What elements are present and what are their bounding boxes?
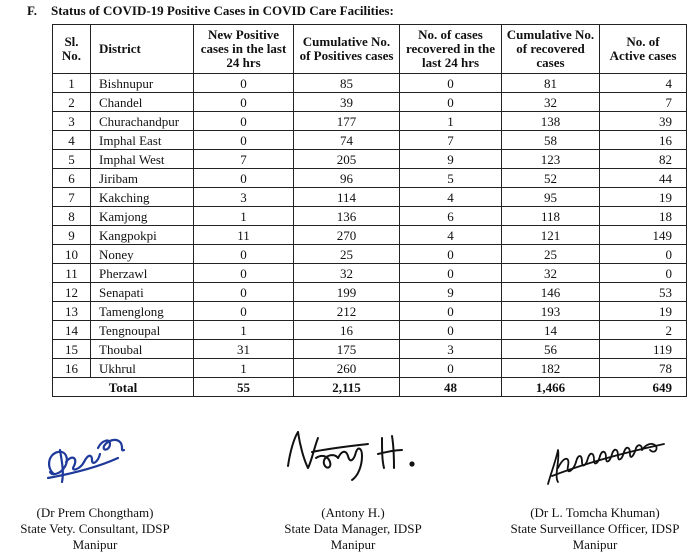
table-total-row: [53, 378, 687, 397]
signatory-block-prem-chongtham: [0, 505, 190, 553]
signature-prem-chongtham: [40, 428, 135, 486]
cell-active-cases: 82: [600, 150, 687, 169]
cell-new-positive: 0: [194, 264, 294, 283]
cell-active-cases: 19: [600, 188, 687, 207]
cell-cumulative-positive: 96: [294, 169, 400, 188]
cell-cumulative-positive: 74: [294, 131, 400, 150]
cell-district: Ukhrul: [91, 359, 194, 378]
cell-sl-no: 11: [53, 264, 91, 283]
cell-active-cases: 16: [600, 131, 687, 150]
table-row: [53, 226, 687, 245]
cell-cumulative-positive: 205: [294, 150, 400, 169]
cell-recovered-24hrs: 9: [400, 150, 502, 169]
signature-tomcha-khuman: [538, 436, 673, 492]
cell-cumulative-positive: 16: [294, 321, 400, 340]
table-row: [53, 188, 687, 207]
cell-active-cases: 53: [600, 283, 687, 302]
cell-new-positive: 0: [194, 283, 294, 302]
cell-new-positive: 0: [194, 169, 294, 188]
cell-district: Tamenglong: [91, 302, 194, 321]
section-letter: F.: [27, 3, 37, 18]
cell-cumulative-positive: 212: [294, 302, 400, 321]
cell-recovered-24hrs: 0: [400, 93, 502, 112]
cell-active-cases: 119: [600, 340, 687, 359]
cell-cumulative-recovered: 95: [502, 188, 600, 207]
cell-sl-no: 9: [53, 226, 91, 245]
cell-district: Imphal West: [91, 150, 194, 169]
table-row: [53, 302, 687, 321]
table-row: [53, 264, 687, 283]
signatory-place: Manipur: [572, 537, 618, 552]
signatory-name: (Dr Prem Chongtham): [36, 505, 154, 520]
cell-cumulative-positive: 136: [294, 207, 400, 226]
section-heading: [27, 3, 394, 19]
cell-cumulative-recovered: 193: [502, 302, 600, 321]
cell-district: Thoubal: [91, 340, 194, 359]
cell-district: Kakching: [91, 188, 194, 207]
table-row: [53, 207, 687, 226]
cell-cumulative-recovered: 138: [502, 112, 600, 131]
cell-recovered-24hrs: 3: [400, 340, 502, 359]
cell-district: Bishnupur: [91, 74, 194, 93]
cell-district: Senapati: [91, 283, 194, 302]
cell-district: Jiribam: [91, 169, 194, 188]
cell-recovered-24hrs: 5: [400, 169, 502, 188]
cell-new-positive: 0: [194, 112, 294, 131]
cell-new-positive: 3: [194, 188, 294, 207]
cell-district: Kangpokpi: [91, 226, 194, 245]
cell-district: Noney: [91, 245, 194, 264]
cell-cumulative-positive: 260: [294, 359, 400, 378]
signatory-place: Manipur: [330, 537, 376, 552]
table-row: [53, 150, 687, 169]
cell-active-cases: 0: [600, 245, 687, 264]
cell-new-positive: 1: [194, 207, 294, 226]
cell-cumulative-positive: 199: [294, 283, 400, 302]
cell-sl-no: 14: [53, 321, 91, 340]
cell-active-cases: 19: [600, 302, 687, 321]
cell-recovered-24hrs: 9: [400, 283, 502, 302]
total-label: Total: [53, 378, 194, 397]
cell-new-positive: 31: [194, 340, 294, 359]
table-row: [53, 112, 687, 131]
header-sl-no: Sl. No.: [53, 25, 91, 74]
table-row: [53, 340, 687, 359]
signatory-designation: State Surveillance Officer, IDSP: [510, 521, 680, 536]
cell-sl-no: 4: [53, 131, 91, 150]
header-district: District: [91, 25, 194, 74]
cell-new-positive: 1: [194, 359, 294, 378]
cell-recovered-24hrs: 4: [400, 226, 502, 245]
cell-active-cases: 78: [600, 359, 687, 378]
cell-recovered-24hrs: 6: [400, 207, 502, 226]
cell-recovered-24hrs: 0: [400, 74, 502, 93]
cell-district: Chandel: [91, 93, 194, 112]
cell-active-cases: 149: [600, 226, 687, 245]
cell-cumulative-recovered: 32: [502, 93, 600, 112]
table-row: [53, 283, 687, 302]
total-cumulative-recovered: 1,466: [502, 378, 600, 397]
table-header-row: [53, 25, 687, 74]
signatory-place: Manipur: [72, 537, 118, 552]
cell-new-positive: 1: [194, 321, 294, 340]
cell-district: Imphal East: [91, 131, 194, 150]
cell-active-cases: 2: [600, 321, 687, 340]
table-row: [53, 359, 687, 378]
header-new-positive: New Positive cases in the last 24 hrs: [194, 25, 294, 74]
cell-recovered-24hrs: 0: [400, 264, 502, 283]
cell-cumulative-recovered: 56: [502, 340, 600, 359]
cell-sl-no: 7: [53, 188, 91, 207]
cell-active-cases: 0: [600, 264, 687, 283]
signatory-block-tomcha-khuman: [492, 505, 698, 553]
signatory-name: (Antony H.): [321, 505, 385, 520]
cell-sl-no: 6: [53, 169, 91, 188]
cell-recovered-24hrs: 0: [400, 245, 502, 264]
header-cumulative-recovered: Cumulative No. of recovered cases: [502, 25, 600, 74]
cell-cumulative-recovered: 121: [502, 226, 600, 245]
cell-cumulative-positive: 32: [294, 264, 400, 283]
cell-sl-no: 3: [53, 112, 91, 131]
signature-antony-h: [282, 424, 442, 486]
cell-active-cases: 44: [600, 169, 687, 188]
header-cumulative-positive: Cumulative No. of Positives cases: [294, 25, 400, 74]
signatory-designation: State Vety. Consultant, IDSP: [20, 521, 170, 536]
cell-active-cases: 4: [600, 74, 687, 93]
cell-cumulative-positive: 25: [294, 245, 400, 264]
signatory-block-antony-h: [258, 505, 448, 553]
cell-new-positive: 0: [194, 74, 294, 93]
cell-active-cases: 7: [600, 93, 687, 112]
cell-cumulative-recovered: 58: [502, 131, 600, 150]
table-row: [53, 245, 687, 264]
cell-cumulative-recovered: 14: [502, 321, 600, 340]
cell-cumulative-positive: 175: [294, 340, 400, 359]
cell-new-positive: 0: [194, 245, 294, 264]
cell-sl-no: 5: [53, 150, 91, 169]
cell-recovered-24hrs: 0: [400, 302, 502, 321]
cell-cumulative-positive: 270: [294, 226, 400, 245]
cell-cumulative-recovered: 52: [502, 169, 600, 188]
table-row: [53, 93, 687, 112]
cell-recovered-24hrs: 7: [400, 131, 502, 150]
covid-status-table: [52, 24, 687, 397]
section-title-text: Status of COVID-19 Positive Cases in COVID Care Facilities:: [51, 3, 394, 18]
cell-recovered-24hrs: 0: [400, 359, 502, 378]
cell-cumulative-positive: 114: [294, 188, 400, 207]
header-active-cases: No. of Active cases: [600, 25, 687, 74]
cell-district: Pherzawl: [91, 264, 194, 283]
table-row: [53, 321, 687, 340]
cell-cumulative-positive: 85: [294, 74, 400, 93]
total-recovered-24hrs: 48: [400, 378, 502, 397]
cell-sl-no: 1: [53, 74, 91, 93]
cell-cumulative-recovered: 25: [502, 245, 600, 264]
cell-cumulative-recovered: 123: [502, 150, 600, 169]
cell-cumulative-positive: 39: [294, 93, 400, 112]
cell-recovered-24hrs: 1: [400, 112, 502, 131]
cell-new-positive: 0: [194, 131, 294, 150]
cell-sl-no: 8: [53, 207, 91, 226]
cell-cumulative-recovered: 146: [502, 283, 600, 302]
cell-cumulative-recovered: 118: [502, 207, 600, 226]
cell-cumulative-positive: 177: [294, 112, 400, 131]
table-body: [53, 74, 687, 378]
total-cumulative-positive: 2,115: [294, 378, 400, 397]
total-new-positive: 55: [194, 378, 294, 397]
header-recovered-24hrs: No. of cases recovered in the last 24 hrs: [400, 25, 502, 74]
cell-new-positive: 0: [194, 93, 294, 112]
cell-recovered-24hrs: 0: [400, 321, 502, 340]
table-row: [53, 131, 687, 150]
cell-active-cases: 39: [600, 112, 687, 131]
cell-district: Tengnoupal: [91, 321, 194, 340]
total-active-cases: 649: [600, 378, 687, 397]
cell-new-positive: 11: [194, 226, 294, 245]
cell-district: Churachandpur: [91, 112, 194, 131]
cell-cumulative-recovered: 182: [502, 359, 600, 378]
table-row: [53, 169, 687, 188]
cell-district: Kamjong: [91, 207, 194, 226]
table-row: [53, 74, 687, 93]
cell-new-positive: 7: [194, 150, 294, 169]
cell-sl-no: 2: [53, 93, 91, 112]
cell-cumulative-recovered: 81: [502, 74, 600, 93]
cell-cumulative-recovered: 32: [502, 264, 600, 283]
cell-sl-no: 13: [53, 302, 91, 321]
cell-sl-no: 10: [53, 245, 91, 264]
cell-sl-no: 15: [53, 340, 91, 359]
cell-new-positive: 0: [194, 302, 294, 321]
signatory-designation: State Data Manager, IDSP: [284, 521, 422, 536]
cell-active-cases: 18: [600, 207, 687, 226]
cell-recovered-24hrs: 4: [400, 188, 502, 207]
cell-sl-no: 16: [53, 359, 91, 378]
signatory-name: (Dr L. Tomcha Khuman): [530, 505, 660, 520]
cell-sl-no: 12: [53, 283, 91, 302]
